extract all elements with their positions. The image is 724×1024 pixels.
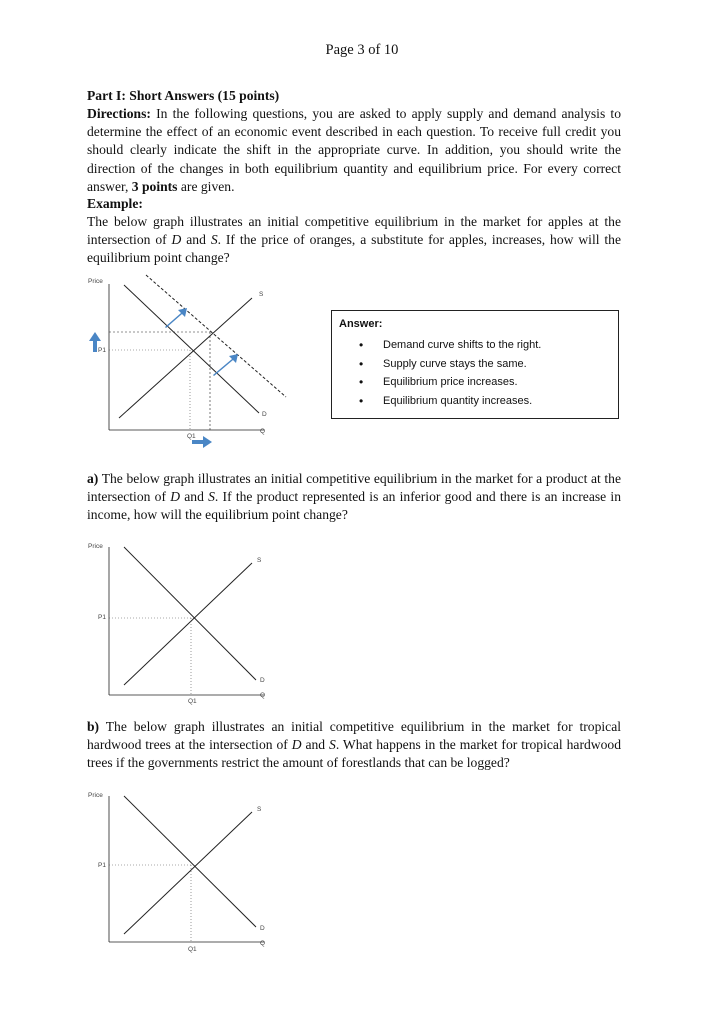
p1-label: P1 (98, 614, 106, 621)
question-a-paragraph (87, 470, 621, 525)
example-label (87, 195, 621, 213)
supply-label: S (257, 557, 262, 564)
answer-item: • Equilibrium quantity increases. (359, 392, 541, 411)
demand-symbol: D (171, 232, 182, 248)
supply-symbol: S (210, 232, 218, 248)
example-and: and (181, 232, 211, 248)
supply-label: S (259, 291, 264, 298)
part-heading: Part I: Short Answers (15 points) (87, 88, 280, 103)
part-title (87, 87, 621, 105)
answer-item: • Equilibrium price increases. (359, 373, 541, 392)
demand-shift-arrow-icon (165, 308, 238, 376)
price-axis-label: Price (88, 792, 103, 799)
question-b-paragraph (87, 718, 621, 773)
demand-label: D (262, 411, 267, 418)
supply-curve (124, 812, 252, 934)
example-text: The below graph illustrates an initial competitive equilibrium in the market for apples at the intersection of (87, 214, 621, 248)
question-b-text-end: . What happens in the market for tropical hardwood trees if the governments restrict the amount of forestlands that can be logged? (87, 737, 621, 771)
question-a-text: The below graph illustrates an initial competitive equilibrium in the market for a product at the intersection of (87, 471, 621, 505)
new-demand-curve (146, 275, 286, 397)
demand-symbol: D (291, 737, 302, 753)
example-heading: Example: (87, 196, 143, 211)
q1-label: Q1 (187, 433, 196, 440)
question-b-label: b) (87, 719, 100, 734)
answer-box (331, 310, 619, 419)
quantity-axis-label: Q (260, 692, 266, 699)
directions-label: Directions: (87, 106, 151, 121)
example-text-end: . If the price of oranges, a substitute for apples, increases, how will the equilibrium point change? (87, 232, 622, 266)
question-a-label: a) (87, 471, 99, 486)
question-a-graph (84, 535, 304, 715)
directions-points: 3 points (131, 178, 178, 194)
demand-curve (124, 796, 256, 927)
question-a-text-end: . If the product represented is an inferior good and there is an increase in income, how will the equilibrium point change? (87, 489, 621, 523)
question-b-and: and (301, 737, 330, 753)
quantity-axis-label: Q (260, 940, 266, 947)
supply-symbol: S (329, 737, 336, 753)
q1-label: Q1 (188, 946, 197, 953)
question-b-text: The below graph illustrates an initial competitive equilibrium in the market for tropical hardwood trees at the intersection of (87, 719, 621, 753)
example-paragraph (87, 213, 621, 268)
supply-label: S (257, 806, 262, 813)
supply-curve (124, 563, 252, 685)
answer-title: Answer: (339, 318, 383, 330)
quantity-axis-label: Q (260, 428, 266, 435)
demand-label: D (260, 925, 265, 932)
supply-symbol: S (208, 489, 215, 505)
answer-item: • Supply curve stays the same. (359, 355, 541, 374)
example-graph (84, 270, 304, 450)
answer-list (359, 336, 541, 410)
question-b-graph (84, 784, 304, 964)
price-axis-label: Price (88, 543, 103, 550)
p1-label: P1 (98, 862, 106, 869)
directions-text-end: are given. (177, 178, 235, 194)
price-axis-label: Price (88, 278, 103, 285)
p1-label: P1 (98, 347, 106, 354)
demand-curve (124, 547, 256, 680)
page-number: Page 3 of 10 (325, 42, 399, 58)
question-a-and: and (180, 489, 209, 505)
directions-paragraph (87, 105, 621, 196)
directions-text: In the following questions, you are asked to apply supply and demand analysis to determine the effect of an economic event described in each question. To receive full credit you should clearly indicate the shift in the appropriate curve. In addition, you should write the direction of the changes in both equilibrium quantity and equilibrium price. For every correct answer, (87, 106, 621, 194)
demand-symbol: D (170, 489, 181, 505)
demand-curve (124, 285, 259, 413)
demand-label: D (260, 677, 265, 684)
q1-label: Q1 (188, 698, 197, 705)
answer-item: • Demand curve shifts to the right. (359, 336, 541, 355)
